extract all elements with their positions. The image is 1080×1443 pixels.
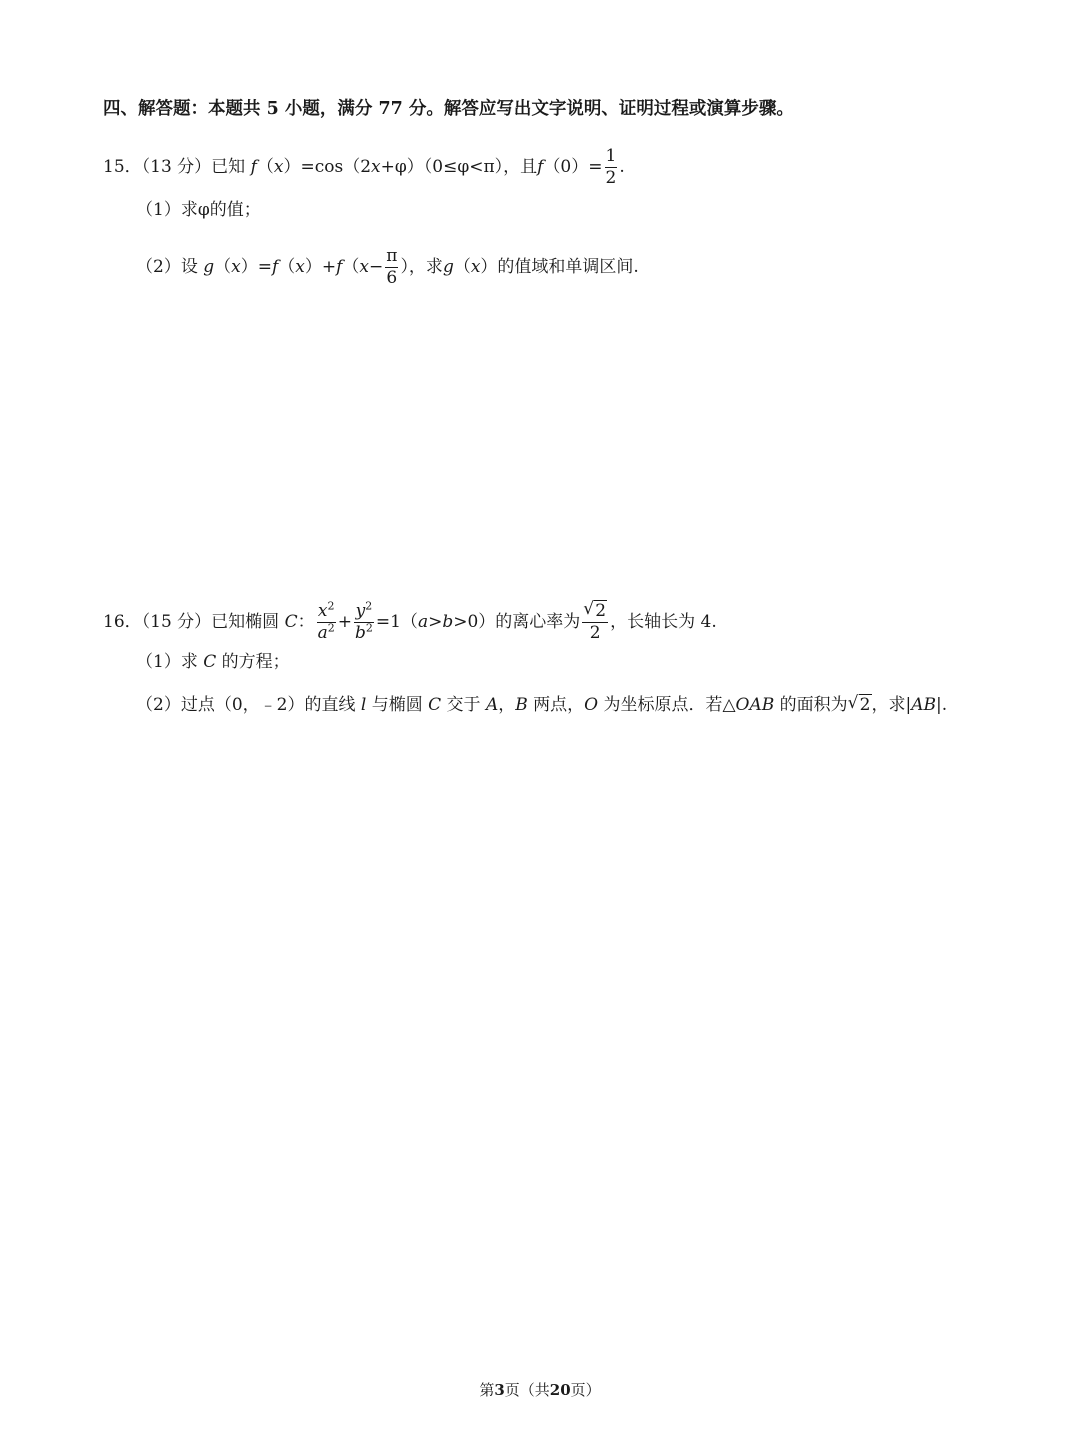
page-footer: 第3页（共20页） [479, 1381, 601, 1399]
q16-fraction-x2-a2: $\frac{x^2}{a^2}$ [317, 599, 335, 643]
q16-fraction-y2-b2: $\frac{y^2}{b^2}$ [354, 599, 373, 643]
q16-sqrt-two: √ 2 [848, 697, 872, 714]
q16-number: 16．（15 分）已知椭圆 [103, 612, 280, 632]
q16-fraction-eccentricity: √ $\frac{2}{2}$ [582, 603, 608, 642]
section-heading: 四、解答题：本题共 5 小题，满分 77 分。解答应写出文字说明、证明过程或演算步骤。 [103, 99, 794, 119]
q15-number: 15．（13 分）已知 [103, 157, 246, 177]
q15-part2: （2）设 g（x）=f（x）+f（x− $\frac{\pi}{6}$ ），求g（x）的值域和单调区间. [136, 246, 639, 288]
q15-fraction-pi-six: $\frac{\pi}{6}$ [386, 246, 398, 288]
q16-part2: （2）过点（0，﹣2）的直线 l 与椭圆 C 交于 A，B 两点，O 为坐标原点．若△OAB 的面积为√ 2，求|AB|. [136, 697, 947, 714]
q16-stem: 16．（15 分）已知椭圆 C： $\frac{x^2}{a^2}$ + $\frac{y^2}{b^2}$ =1（a>b>0）的离心率为 √ $\frac{2}{2}$ ，长轴长为 4. [103, 603, 717, 642]
q15-stem: 15．（13 分）已知 f（x）=cos（2x+φ）（0≤φ<π），且f（0）= $\frac{1}{2}$ . [103, 146, 625, 188]
page-total: 20 [549, 1381, 571, 1399]
q15-part1: （1）求φ的值； [136, 200, 261, 220]
q16-part1: （1）求 C 的方程； [136, 652, 290, 672]
page-number: 3 [494, 1381, 505, 1399]
q15-fraction-half: $\frac{1}{2}$ [605, 146, 617, 188]
